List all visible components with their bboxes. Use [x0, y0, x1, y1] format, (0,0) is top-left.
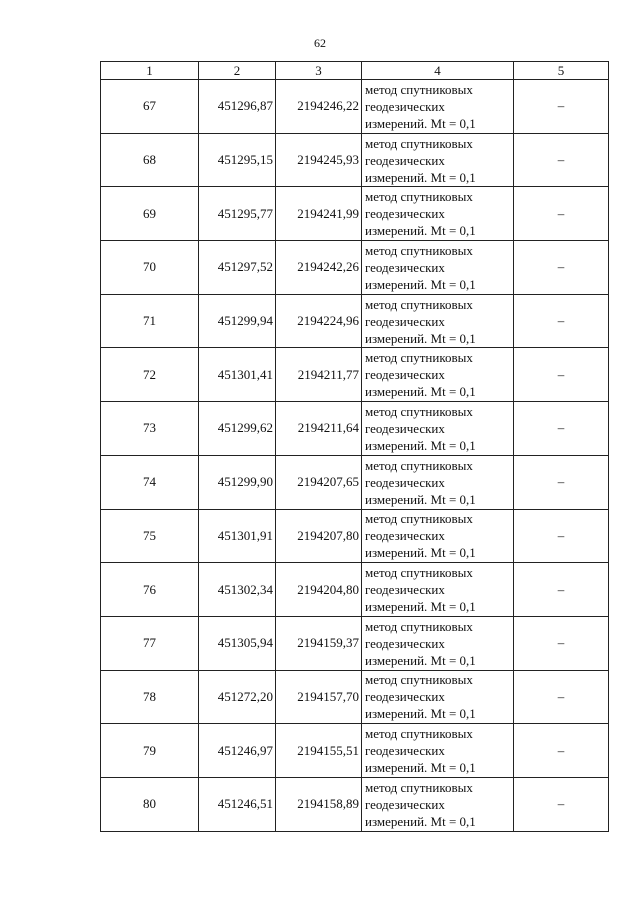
point-number-cell: 77: [101, 616, 199, 670]
method-cell: метод спутниковых геодезических измерений. Mt = 0,1: [362, 348, 514, 402]
point-number-cell: 73: [101, 402, 199, 456]
table-row: [101, 616, 609, 670]
header-cell-1: 1: [101, 62, 199, 80]
point-number-cell: 69: [101, 187, 199, 241]
point-number-cell: 67: [101, 80, 199, 134]
table-row: [101, 133, 609, 187]
y-coordinate-cell: 2194157,70: [276, 670, 362, 724]
method-cell: метод спутниковых геодезических измерений. Mt = 0,1: [362, 241, 514, 295]
y-coordinate-cell: 2194158,89: [276, 777, 362, 831]
y-coordinate-cell: 2194211,77: [276, 348, 362, 402]
table-row: [101, 80, 609, 134]
point-number-cell: 71: [101, 294, 199, 348]
x-coordinate-cell: 451302,34: [199, 563, 276, 617]
header-row: [101, 62, 609, 80]
table-row: [101, 563, 609, 617]
note-cell: –: [514, 670, 609, 724]
table-row: [101, 294, 609, 348]
note-cell: –: [514, 80, 609, 134]
coordinates-table: [100, 61, 609, 832]
table-row: [101, 348, 609, 402]
x-coordinate-cell: 451299,90: [199, 455, 276, 509]
table-body: [101, 80, 609, 832]
table-row: [101, 402, 609, 456]
note-cell: –: [514, 402, 609, 456]
method-cell: метод спутниковых геодезических измерений. Mt = 0,1: [362, 80, 514, 134]
x-coordinate-cell: 451246,97: [199, 724, 276, 778]
table-header: [101, 62, 609, 80]
table-row: [101, 455, 609, 509]
y-coordinate-cell: 2194211,64: [276, 402, 362, 456]
note-cell: –: [514, 509, 609, 563]
note-cell: –: [514, 187, 609, 241]
table-row: [101, 777, 609, 831]
method-cell: метод спутниковых геодезических измерений. Mt = 0,1: [362, 616, 514, 670]
note-cell: –: [514, 563, 609, 617]
table-row: [101, 241, 609, 295]
point-number-cell: 80: [101, 777, 199, 831]
table-row: [101, 509, 609, 563]
y-coordinate-cell: 2194241,99: [276, 187, 362, 241]
y-coordinate-cell: 2194242,26: [276, 241, 362, 295]
method-cell: метод спутниковых геодезических измерений. Mt = 0,1: [362, 563, 514, 617]
method-cell: метод спутниковых геодезических измерений. Mt = 0,1: [362, 724, 514, 778]
table-row: [101, 187, 609, 241]
x-coordinate-cell: 451305,94: [199, 616, 276, 670]
y-coordinate-cell: 2194207,80: [276, 509, 362, 563]
method-cell: метод спутниковых геодезических измерений. Mt = 0,1: [362, 455, 514, 509]
header-cell-4: 4: [362, 62, 514, 80]
method-cell: метод спутниковых геодезических измерений. Mt = 0,1: [362, 187, 514, 241]
header-cell-5: 5: [514, 62, 609, 80]
y-coordinate-cell: 2194155,51: [276, 724, 362, 778]
x-coordinate-cell: 451295,15: [199, 133, 276, 187]
note-cell: –: [514, 133, 609, 187]
y-coordinate-cell: 2194245,93: [276, 133, 362, 187]
y-coordinate-cell: 2194246,22: [276, 80, 362, 134]
page-number: 62: [314, 36, 326, 50]
point-number-cell: 72: [101, 348, 199, 402]
header-cell-2: 2: [199, 62, 276, 80]
table-row: [101, 724, 609, 778]
y-coordinate-cell: 2194224,96: [276, 294, 362, 348]
x-coordinate-cell: 451246,51: [199, 777, 276, 831]
note-cell: –: [514, 616, 609, 670]
table-row: [101, 670, 609, 724]
point-number-cell: 70: [101, 241, 199, 295]
method-cell: метод спутниковых геодезических измерений. Mt = 0,1: [362, 509, 514, 563]
method-cell: метод спутниковых геодезических измерений. Mt = 0,1: [362, 133, 514, 187]
method-cell: метод спутниковых геодезических измерений. Mt = 0,1: [362, 670, 514, 724]
method-cell: метод спутниковых геодезических измерений. Mt = 0,1: [362, 402, 514, 456]
x-coordinate-cell: 451299,62: [199, 402, 276, 456]
x-coordinate-cell: 451296,87: [199, 80, 276, 134]
x-coordinate-cell: 451297,52: [199, 241, 276, 295]
method-cell: метод спутниковых геодезических измерений. Mt = 0,1: [362, 294, 514, 348]
note-cell: –: [514, 348, 609, 402]
point-number-cell: 76: [101, 563, 199, 617]
y-coordinate-cell: 2194204,80: [276, 563, 362, 617]
method-cell: метод спутниковых геодезических измерений. Mt = 0,1: [362, 777, 514, 831]
note-cell: –: [514, 724, 609, 778]
point-number-cell: 75: [101, 509, 199, 563]
y-coordinate-cell: 2194159,37: [276, 616, 362, 670]
y-coordinate-cell: 2194207,65: [276, 455, 362, 509]
point-number-cell: 68: [101, 133, 199, 187]
point-number-cell: 74: [101, 455, 199, 509]
x-coordinate-cell: 451295,77: [199, 187, 276, 241]
note-cell: –: [514, 777, 609, 831]
x-coordinate-cell: 451299,94: [199, 294, 276, 348]
header-cell-3: 3: [276, 62, 362, 80]
point-number-cell: 78: [101, 670, 199, 724]
note-cell: –: [514, 241, 609, 295]
note-cell: –: [514, 455, 609, 509]
x-coordinate-cell: 451301,41: [199, 348, 276, 402]
note-cell: –: [514, 294, 609, 348]
x-coordinate-cell: 451301,91: [199, 509, 276, 563]
x-coordinate-cell: 451272,20: [199, 670, 276, 724]
point-number-cell: 79: [101, 724, 199, 778]
